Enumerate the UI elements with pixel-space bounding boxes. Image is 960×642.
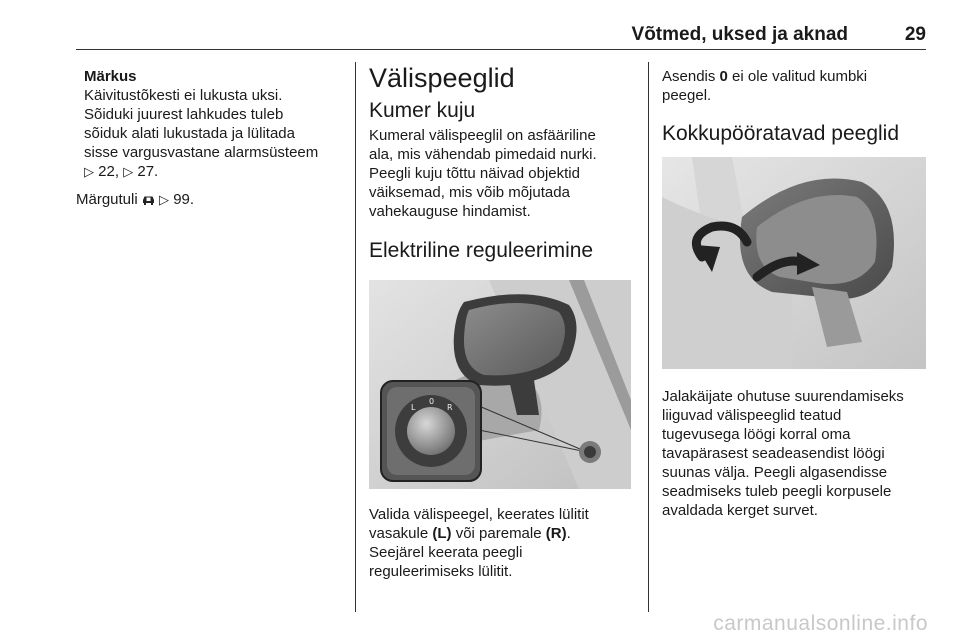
switch-caption [369,505,639,581]
intro-text: Asendis [662,68,720,85]
column-3 [662,67,930,164]
switch-label-L: L [411,403,416,412]
folding-mirror-figure [662,157,926,369]
page-header [76,0,926,50]
page-number: 29 [904,24,926,45]
note-line-3: sõiduk alati lukustada ja lülitada [84,125,295,142]
folding-line-5: suunas välja. Peegli algasendisse [662,464,888,481]
position-zero-line-2: peegel. [662,87,712,104]
folding-line-2: liiguvad välispeeglid teatud [662,407,842,424]
signal-text: Märgutuli [76,191,142,208]
folding-line-1: Jalakäijate ohutuse suurendamiseks [662,388,904,405]
xref-arrow-icon: ▷ [159,192,170,207]
xref-link-99[interactable]: 99. [173,191,195,208]
xref-link-22[interactable]: 22, [98,163,124,180]
header-rule [76,49,926,50]
folding-line-3: tugevusega löögi korral oma [662,426,851,443]
folding-line-7: avaldada kerget survet. [662,502,818,519]
convex-line-2: ala, mis vähendab pimedaid nurki. [369,146,597,163]
xref-arrow-icon: ▷ [123,164,134,179]
caption-line-2 [369,524,639,543]
note-block [84,67,346,181]
subheading-folding: Kokkupööratavad peeglid [662,122,900,145]
watermark: carmanualsonline.info [713,612,928,635]
caption-text: . [566,525,571,542]
subheading-convex: Kumer kuju [369,99,476,122]
car-lock-icon [142,191,159,208]
convex-line-3: Peegli kuju tõttu näivad objektid [369,165,580,182]
column-2 [369,62,639,281]
convex-line-1: Kumeral välispeeglil on asfääriline [369,127,596,144]
note-line-1: Käivitustõkesti ei lukusta uksi. [84,87,283,104]
column-1 [76,67,346,209]
section-title: Võtmed, uksed ja aknad [631,24,848,45]
caption-line-3: Seejärel keerata peegli [369,544,523,561]
caption-left-label: (L) [432,525,452,542]
position-zero-line-1 [662,67,930,86]
xref-arrow-icon: ▷ [84,164,94,179]
folding-body [662,387,930,520]
caption-line-1: Valida välispeegel, keerates lülitit [369,506,589,523]
caption-text: vasakule [369,525,433,542]
note-line-4: sisse vargusvastane alarmsüsteem [84,144,319,161]
caption-right-label: (R) [545,525,567,542]
note-xref-line [84,162,346,181]
column-divider-2 [648,62,649,612]
note-line-2: Sõiduki juurest lahkudes tuleb [84,106,284,123]
note-title: Märkus [84,68,137,85]
caption-text: või paremale [451,525,546,542]
convex-line-4: väiksemad, mis võib mõjutada [369,184,570,201]
folding-line-6: seadmiseks tuleb peegli korpusele [662,483,892,500]
switch-label-0: 0 [429,397,435,406]
column-divider-1 [355,62,356,612]
intro-text: ei ole valitud kumbki [727,68,868,85]
switch-label-R: R [447,403,453,412]
signal-line [76,190,346,209]
caption-line-4: reguleerimiseks lülitit. [369,563,513,580]
section-heading: Välispeeglid [369,63,515,93]
folding-line-4: tavapärasest seadeasendist löögi [662,445,885,462]
convex-line-5: vahekauguse hindamist. [369,203,531,220]
xref-link-27[interactable]: 27. [137,163,159,180]
mirror-switch-figure [369,280,631,489]
position-zero-label: 0 [719,68,728,85]
subheading-electric: Elektriline reguleerimine [369,239,594,262]
